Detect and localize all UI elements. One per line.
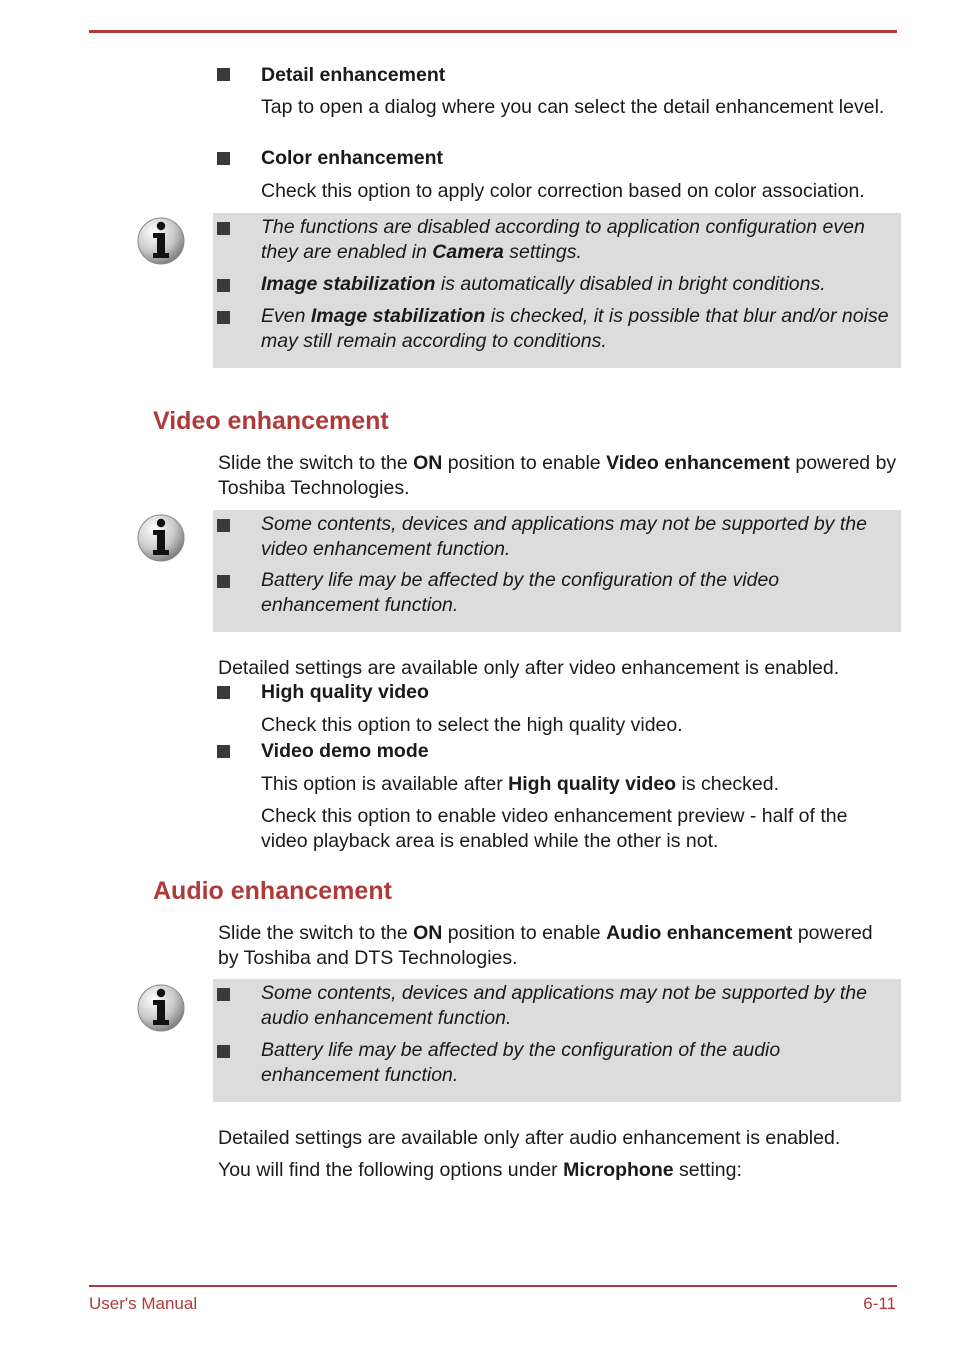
section-heading: Video enhancement [153,407,389,435]
header-rule [89,30,897,33]
square-bullet-icon [217,1045,230,1058]
desc-detail-enhancement: Tap to open a dialog where you can select the detail enhancement level. [261,96,885,118]
note-box [213,213,901,368]
video-detail-text: Detailed settings are available only after video enhancement is enabled. [218,657,840,679]
square-bullet-icon [217,519,230,532]
section-heading: Audio enhancement [153,877,392,905]
square-bullet-icon [217,222,230,235]
note-item: Some contents, devices and applications may not be supported by the video enhancement function. [261,513,867,560]
note-box [213,979,901,1102]
audio-intro: Slide the switch to the ON position to enable Audio enhancement powered by Toshiba and DTS Technologies. [218,922,873,969]
desc-video-demo-mode-2: Check this option to enable video enhancement preview - half of the video playback area is enabled while the other is not. [261,805,848,852]
square-bullet-icon [217,988,230,1001]
term-detail-enhancement: Detail enhancement [261,64,446,86]
desc-color-enhancement: Check this option to apply color correction based on color association. [261,180,865,202]
note-item: Battery life may be affected by the configuration of the video enhancement function. [261,569,780,616]
footer-rule [89,1285,897,1287]
footer-manual-title: User's Manual [89,1294,198,1313]
term-color-enhancement: Color enhancement [261,147,444,169]
page-number: 6-11 [863,1294,896,1313]
info-icon [136,216,186,266]
note-item: The functions are disabled according to application configuration even they are enabled in Camera settings. [261,216,865,263]
info-icon [136,513,186,563]
note-item: Some contents, devices and applications may not be supported by the audio enhancement function. [261,982,867,1029]
square-bullet-icon [217,152,230,165]
term-video-demo-mode: Video demo mode [261,740,429,762]
term-high-quality-video: High quality video [261,681,429,703]
desc-video-demo-mode: This option is available after High quality video is checked. [261,773,780,795]
desc-high-quality-video: Check this option to select the high quality video. [261,714,683,736]
audio-detail-text: Detailed settings are available only after audio enhancement is enabled. [218,1127,841,1149]
square-bullet-icon [217,686,230,699]
square-bullet-icon [217,311,230,324]
square-bullet-icon [217,745,230,758]
note-item: Battery life may be affected by the configuration of the audio enhancement function. [261,1039,781,1086]
audio-options-text: You will find the following options under Microphone setting: [218,1159,742,1181]
note-item: Image stabilization is automatically disabled in bright conditions. [261,273,826,295]
note-item: Even Image stabilization is checked, it is possible that blur and/or noise may still remain according to conditions. [261,305,889,352]
note-box [213,510,901,632]
square-bullet-icon [217,575,230,588]
square-bullet-icon [217,279,230,292]
video-intro: Slide the switch to the ON position to enable Video enhancement powered by Toshiba Technologies. [218,452,897,499]
square-bullet-icon [217,68,230,81]
info-icon [136,983,186,1033]
